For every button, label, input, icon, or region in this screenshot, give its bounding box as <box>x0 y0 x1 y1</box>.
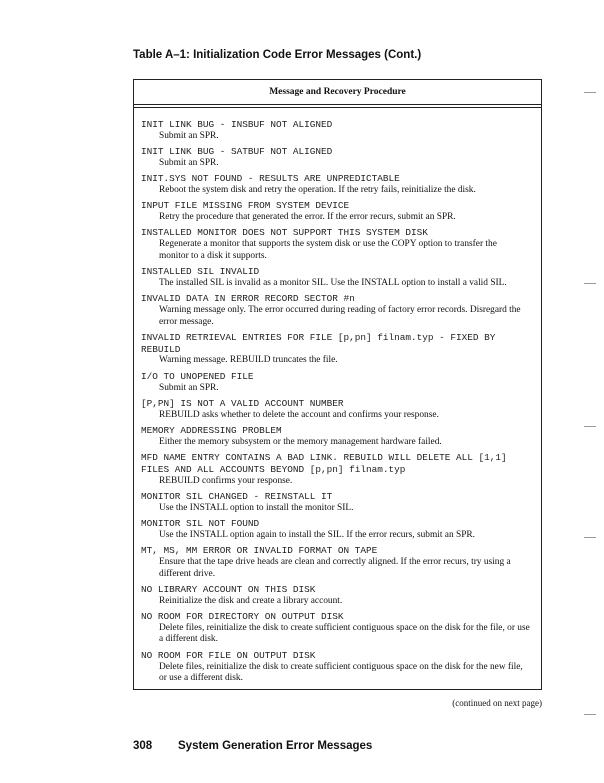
table-row <box>141 173 535 196</box>
error-message: NO LIBRARY ACCOUNT ON THIS DISK <box>141 583 316 595</box>
recovery-procedure: REBUILD asks whether to delete the account and confirms your response. <box>159 409 439 420</box>
error-message: INIT LINK BUG - SATBUF NOT ALIGNED <box>141 146 333 158</box>
recovery-procedure: Submit an SPR. <box>159 157 219 168</box>
table-rows <box>134 108 541 685</box>
page-number: 308 <box>133 740 153 752</box>
recovery-procedure: monitor to a disk it supports. <box>159 250 267 261</box>
recovery-procedure: Regenerate a monitor that supports the system disk or use the COPY option to transfer the <box>159 239 497 250</box>
error-message: INVALID RETRIEVAL ENTRIES FOR FILE [p,pn] filnam.typ - FIXED BY <box>141 332 496 344</box>
page-footer <box>133 740 372 752</box>
table-row <box>141 200 535 223</box>
recovery-procedure: Either the memory subsystem or the memory management hardware failed. <box>159 436 442 447</box>
recovery-procedure: Warning message. REBUILD truncates the file. <box>159 355 338 366</box>
recovery-procedure: REBUILD confirms your response. <box>159 475 293 486</box>
table-title: Table A–1: Initialization Code Error Messages (Cont.) <box>133 49 422 61</box>
margin-mark <box>584 283 596 284</box>
error-message-table <box>133 79 542 690</box>
table-row <box>141 293 535 328</box>
recovery-procedure: The installed SIL is invalid as a monitor SIL. Use the INSTALL option to install a valid SIL. <box>159 277 507 288</box>
recovery-procedure: different drive. <box>159 568 216 579</box>
table-row <box>141 332 535 367</box>
error-message: FILES AND ALL ACCOUNTS BEYOND [p,pn] filnam.typ <box>141 463 406 475</box>
table-header: Message and Recovery Procedure <box>134 80 541 105</box>
recovery-procedure: Use the INSTALL option to install the monitor SIL. <box>159 502 354 513</box>
table-row <box>141 266 535 289</box>
recovery-procedure: or use a different disk. <box>159 673 243 684</box>
recovery-procedure: Ensure that the tape drive heads are clean and correctly aligned. If the error recurs, try using a <box>159 556 511 567</box>
error-message: REBUILD <box>141 343 181 355</box>
error-message: INPUT FILE MISSING FROM SYSTEM DEVICE <box>141 200 350 212</box>
recovery-procedure: Retry the procedure that generated the error. If the error recurs, submit an SPR. <box>159 211 456 222</box>
error-message: [P,PN] IS NOT A VALID ACCOUNT NUMBER <box>141 397 344 409</box>
error-message: INIT.SYS NOT FOUND - RESULTS ARE UNPREDICTABLE <box>141 173 400 185</box>
recovery-procedure: error message. <box>159 316 214 327</box>
recovery-procedure: Warning message only. The error occurred during reading of factory error records. Disregard the <box>159 304 521 315</box>
table-row <box>141 146 535 169</box>
table-row <box>141 425 535 448</box>
table-row <box>141 584 535 607</box>
error-message: MEMORY ADDRESSING PROBLEM <box>141 425 282 437</box>
recovery-procedure: Delete files, reinitialize the disk to create sufficient contiguous space on the disk for the new file, <box>159 661 523 672</box>
recovery-procedure: Delete files, reinitialize the disk to create sufficient contiguous space on the disk for the file, or use <box>159 622 530 633</box>
error-message: MFD NAME ENTRY CONTAINS A BAD LINK. REBUILD WILL DELETE ALL [1,1] <box>141 452 507 464</box>
margin-mark <box>584 426 596 427</box>
table-row <box>141 545 535 580</box>
table-row <box>141 650 535 685</box>
recovery-procedure: Submit an SPR. <box>159 130 219 141</box>
table-row <box>141 371 535 394</box>
error-message: MT, MS, MM ERROR OR INVALID FORMAT ON TAPE <box>141 545 378 557</box>
error-message: I/O TO UNOPENED FILE <box>141 370 254 382</box>
table-row <box>141 491 535 514</box>
error-message: INSTALLED MONITOR DOES NOT SUPPORT THIS SYSTEM DISK <box>141 227 428 239</box>
margin-mark <box>584 92 596 93</box>
recovery-procedure: a different disk. <box>159 634 218 645</box>
table-row <box>141 398 535 421</box>
recovery-procedure: Submit an SPR. <box>159 382 219 393</box>
error-message: MONITOR SIL CHANGED - REINSTALL IT <box>141 490 333 502</box>
table-row <box>141 227 535 262</box>
margin-mark <box>584 537 596 538</box>
table-row <box>141 611 535 646</box>
error-message: INSTALLED SIL INVALID <box>141 266 260 278</box>
recovery-procedure: Reboot the system disk and retry the operation. If the retry fails, reinitialize the disk. <box>159 184 476 195</box>
table-row <box>141 452 535 487</box>
error-message: INVALID DATA IN ERROR RECORD SECTOR #n <box>141 293 355 305</box>
recovery-procedure: Reinitialize the disk and create a library account. <box>159 595 343 606</box>
margin-mark <box>584 714 596 715</box>
error-message: NO ROOM FOR DIRECTORY ON OUTPUT DISK <box>141 611 344 623</box>
continued-note: (continued on next page) <box>452 698 542 708</box>
table-row <box>141 119 535 142</box>
error-message: INIT LINK BUG - INSBUF NOT ALIGNED <box>141 119 333 130</box>
table-row <box>141 518 535 541</box>
error-message: MONITOR SIL NOT FOUND <box>141 518 260 530</box>
section-title: System Generation Error Messages <box>178 740 373 752</box>
recovery-procedure: Use the INSTALL option again to install the SIL. If the error recurs, submit an SPR. <box>159 529 476 540</box>
error-message: NO ROOM FOR FILE ON OUTPUT DISK <box>141 649 316 661</box>
